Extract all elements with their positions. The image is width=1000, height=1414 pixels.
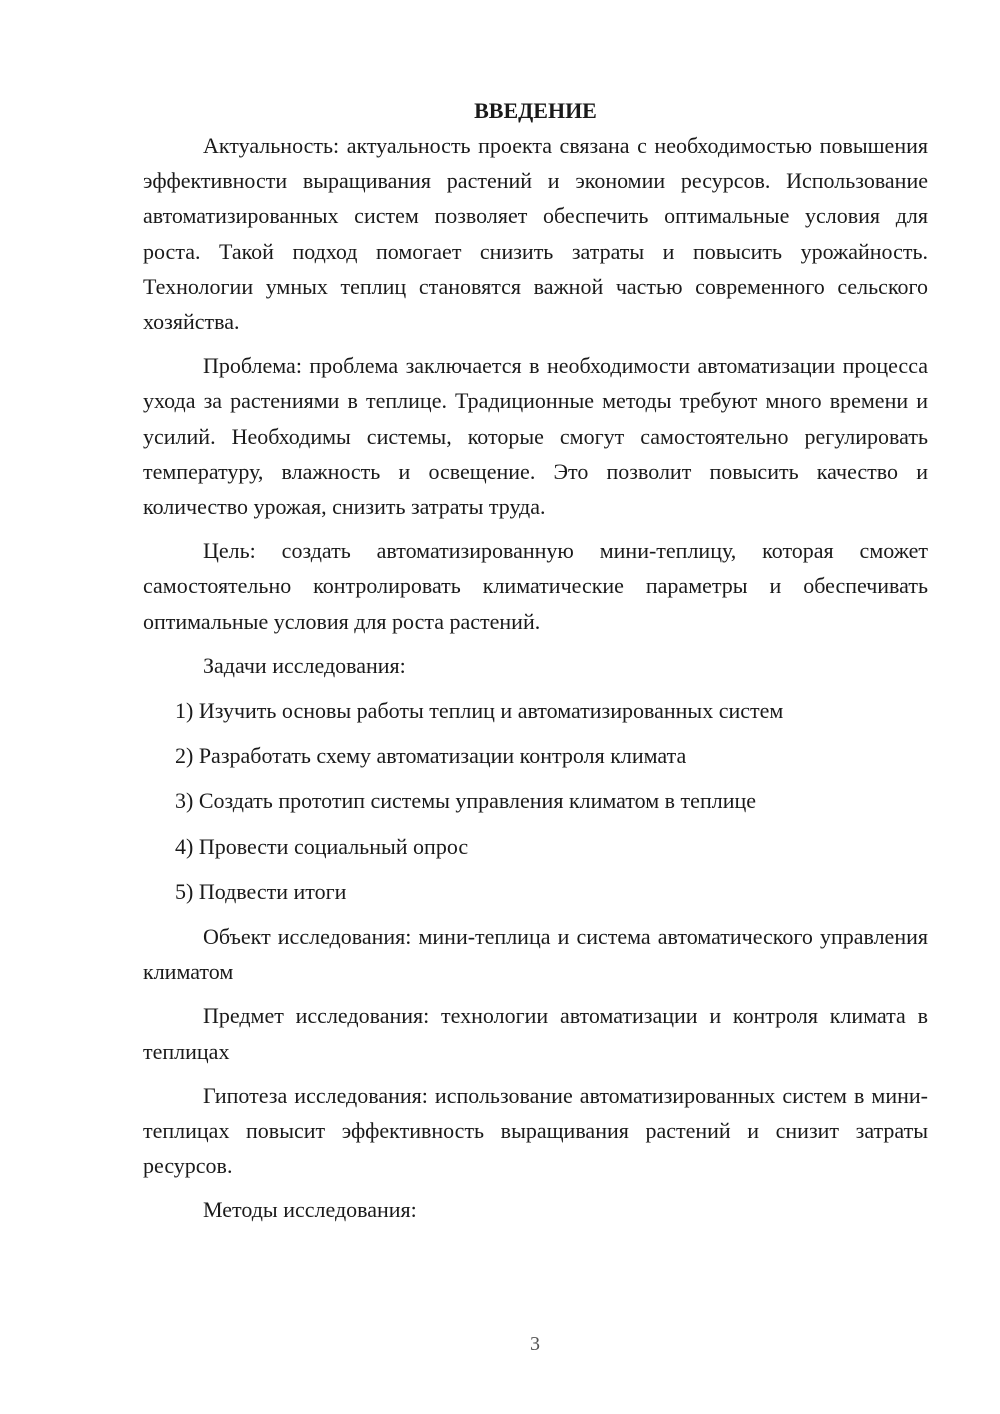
object-paragraph: Объект исследования: мини-теплица и система автоматического управления климатом xyxy=(143,924,928,985)
goal-paragraph: Цель: создать автоматизированную мини-теплицу, которая сможет самостоятельно контролировать климатические параметры и обеспечивать оптимальные условия для роста растений. xyxy=(143,538,928,634)
problem-paragraph: Проблема: проблема заключается в необходимости автоматизации процесса ухода за растениями в теплице. Традиционные методы требуют много времени и усилий. Необходимы системы, которые смогут самостоятельно регулировать температуру, влажность и освещение. Это позволит повысить качество и количество урожая, снизить затраты труда. xyxy=(143,353,928,520)
task-item: 2) Разработать схему автоматизации контроля климата xyxy=(175,743,687,769)
document-title: ВВЕДЕНИЕ xyxy=(474,98,597,123)
page-number: 3 xyxy=(530,1333,540,1355)
document-page xyxy=(143,94,928,1238)
methods-heading: Методы исследования: xyxy=(203,1197,417,1223)
task-item: 5) Подвести итоги xyxy=(175,878,347,904)
task-item: 1) Изучить основы работы теплиц и автоматизированных систем xyxy=(175,698,784,724)
task-item: 3) Создать прототип системы управления климатом в теплице xyxy=(175,788,757,814)
task-item: 4) Провести социальный опрос xyxy=(175,833,469,859)
tasks-heading: Задачи исследования: xyxy=(203,652,406,678)
tasks-list xyxy=(143,693,928,909)
relevance-paragraph: Актуальность: актуальность проекта связана с необходимостью повышения эффективности выращивания растений и экономии ресурсов. Использование автоматизированных систем позволяет обеспечить оптимальные условия для роста. Такой подход помогает снизить затраты и повысить урожайность. Технологии умных теплиц становятся важной частью современного сельского хозяйства. xyxy=(143,133,928,335)
subject-paragraph: Предмет исследования: технологии автоматизации и контроля климата в теплицах xyxy=(143,1003,928,1064)
hypothesis-paragraph: Гипотеза исследования: использование автоматизированных систем в мини-теплицах повысит эффективность выращивания растений и снизит затраты ресурсов. xyxy=(143,1082,928,1179)
